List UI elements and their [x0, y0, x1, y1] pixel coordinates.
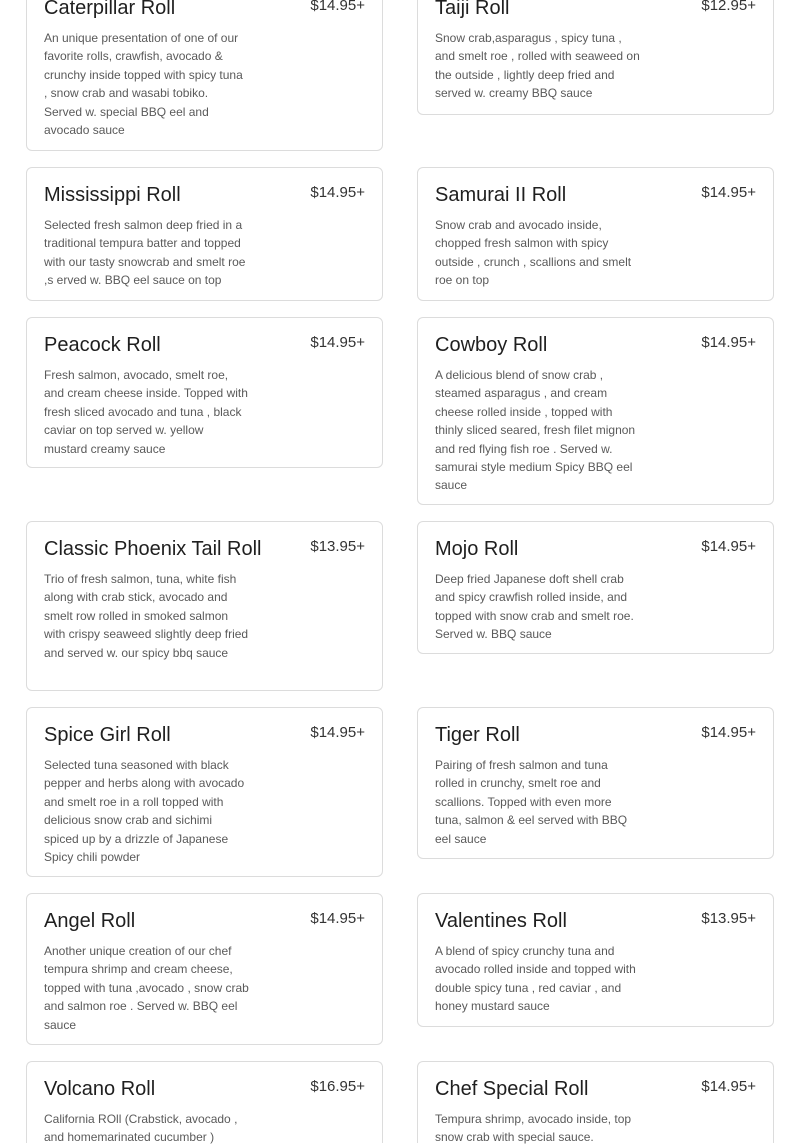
item-description: Snow crab and avocado inside, chopped fresh salmon with spicy outside , crunch , scallions and smelt roe on top [435, 218, 632, 288]
item-price: $14.95+ [310, 0, 365, 14]
item-price: $13.95+ [310, 538, 365, 555]
item-description: Another unique creation of our chef tempura shrimp and cream cheese, topped with tuna ,avocado , snow crab and salmon roe . Served w. BBQ eel sauce [44, 944, 249, 1032]
item-description: An unique presentation of one of our favorite rolls, crawfish, avocado & crunchy inside topped with spicy tuna , snow crab and wasabi tobiko. Served w. special BBQ eel and avocado sauce [44, 31, 243, 138]
item-price: $14.95+ [701, 724, 756, 741]
menu-item-card[interactable] [26, 317, 383, 468]
item-name: Mississippi Roll [44, 184, 181, 206]
menu-item-card[interactable] [417, 707, 774, 859]
item-description: Snow crab,asparagus , spicy tuna , and smelt roe , rolled with seaweed on the outside , lightly deep fried and served w. creamy BBQ sauce [435, 31, 640, 101]
item-description: Pairing of fresh salmon and tuna rolled in crunchy, smelt roe and scallions. Topped with even more tuna, salmon & eel served with BBQ eel sauce [435, 758, 628, 846]
item-name: Peacock Roll [44, 334, 161, 356]
item-description: A delicious blend of snow crab , steamed asparagus , and cream cheese rolled inside , topped with thinly sliced seared, fresh filet mignon and red flying fish roe . Served w. samurai style medium Spicy BBQ eel sauce [435, 368, 636, 493]
item-name: Classic Phoenix Tail Roll [44, 538, 262, 560]
item-price: $14.95+ [310, 910, 365, 927]
item-name: Spice Girl Roll [44, 724, 171, 746]
item-name: Samurai II Roll [435, 184, 567, 206]
item-name: Valentines Roll [435, 910, 567, 932]
item-price: $16.95+ [310, 1078, 365, 1095]
item-description: California ROll (Crabstick, avocado , and homemarinated cucumber ) [44, 1112, 238, 1145]
item-name: Cowboy Roll [435, 334, 548, 356]
menu-item-card[interactable] [26, 1061, 383, 1143]
menu-item-card[interactable] [26, 707, 383, 877]
item-description: Selected fresh salmon deep fried in a traditional tempura batter and topped with our tasty snowcrab and smelt roe ,s erved w. BBQ eel sauce on top [44, 218, 246, 288]
item-description: Deep fried Japanese doft shell crab and spicy crawfish rolled inside, and topped with snow crab and smelt roe. Served w. BBQ sauce [435, 572, 634, 642]
menu-item-card[interactable] [26, 0, 383, 151]
menu-item-card[interactable] [417, 317, 774, 505]
item-name: Caterpillar Roll [44, 0, 176, 19]
menu-item-card[interactable] [26, 521, 383, 691]
item-description: Selected tuna seasoned with black pepper and herbs along with avocado and smelt roe in a roll topped with delicious snow crab and sichimi spiced up by a drizzle of Japanese Spicy chili powder [44, 758, 245, 865]
menu-item-card[interactable] [26, 167, 383, 301]
item-price: $12.95+ [701, 0, 756, 14]
item-price: $14.95+ [701, 334, 756, 351]
item-price: $14.95+ [310, 184, 365, 201]
item-name: Taiji Roll [435, 0, 510, 19]
item-price: $14.95+ [701, 538, 756, 555]
menu-item-card[interactable] [417, 1061, 774, 1143]
item-name: Angel Roll [44, 910, 136, 932]
item-description: Fresh salmon, avocado, smelt roe, and cream cheese inside. Topped with fresh sliced avocado and tuna , black caviar on top served w. yellow mustard creamy sauce [44, 368, 248, 456]
menu-item-card[interactable] [417, 893, 774, 1027]
item-name: Mojo Roll [435, 538, 519, 560]
item-description: Trio of fresh salmon, tuna, white fish along with crab stick, avocado and smelt row rolled in smoked salmon with crispy seaweed slightly deep fried and served w. our spicy bbq sauce [44, 572, 249, 660]
item-price: $13.95+ [701, 910, 756, 927]
menu-item-card[interactable] [417, 0, 774, 115]
menu-item-card[interactable] [417, 167, 774, 301]
item-price: $14.95+ [310, 724, 365, 741]
item-name: Volcano Roll [44, 1078, 156, 1100]
item-price: $14.95+ [310, 334, 365, 351]
item-description: A blend of spicy crunchy tuna and avocado rolled inside and topped with double spicy tuna , red caviar , and honey mustard sauce [435, 944, 636, 1014]
item-name: Tiger Roll [435, 724, 520, 746]
item-price: $14.95+ [701, 184, 756, 201]
item-name: Chef Special Roll [435, 1078, 589, 1100]
menu-item-card[interactable] [417, 521, 774, 654]
menu-item-card[interactable] [26, 893, 383, 1045]
item-description: Tempura shrimp, avocado inside, top snow crab with special sauce. [435, 1112, 632, 1145]
item-price: $14.95+ [701, 1078, 756, 1095]
